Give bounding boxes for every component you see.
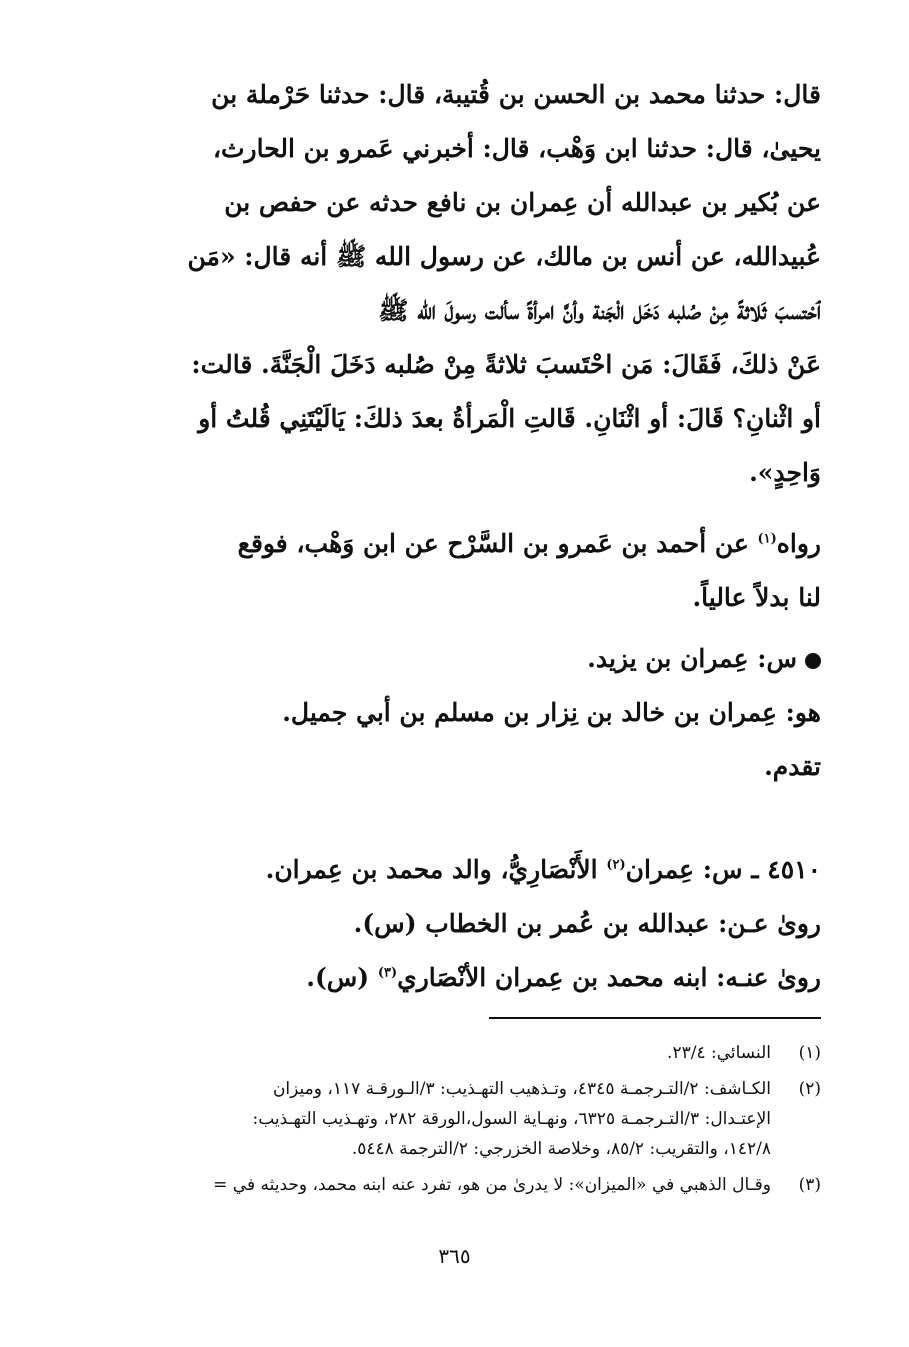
- footnote-number: (٢): [798, 1079, 821, 1099]
- hadith-paragraph: [91, 68, 821, 500]
- text-line: تقدم.: [764, 752, 821, 781]
- text-line: عَنْ ذلكَ، فَقَالَ: مَن احْتَسبَ ثلاثةً مِنْ صُلبه دَخَلَ الْجَنَّةَ. قالت:: [191, 350, 821, 379]
- narrates-from-label: روىٰ عـن:: [718, 909, 821, 938]
- footnote-marker: (١): [757, 531, 777, 547]
- footnote-1: [86, 1038, 821, 1068]
- text-line: أو اثْنانِ؟ قَالَ: أو اثْنَانِ. قَالتِ الْمَرأةُ بعدَ ذلكَ: يَالَيْتَنِي قُلتُ أو: [198, 404, 821, 433]
- footnotes: [86, 1038, 821, 1200]
- footnote-3: [86, 1170, 821, 1200]
- text-line: وَاحِدٍ».: [749, 458, 821, 487]
- page-number: ٣٦٥: [438, 1244, 471, 1268]
- narrates-from-text: عبدالله بن عُمر بن الخطاب (س).: [353, 909, 719, 938]
- text-line: هو: عِمران بن خالد بن نِزار بن مسلم بن أبي جميل.: [282, 698, 821, 727]
- narrated-by-line: [91, 951, 821, 1005]
- bullet-icon: [805, 653, 821, 669]
- narration-text: عن أحمد بن عَمرو بن السَّرْح عن ابن وَهْب، فوقع: [237, 529, 758, 558]
- entry-heading-rest: الأَنْصَارِيُّ، والد محمد بن عِمران.: [265, 855, 607, 884]
- text-line: [91, 517, 821, 571]
- footnote-number: (١): [798, 1043, 821, 1063]
- entry-heading-text: س: عِمران بن يزيد.: [587, 644, 797, 673]
- footnote-marker: (٣): [377, 965, 398, 981]
- text-line: عُبيدالله، عن أنس بن مالك، عن رسول الله ﷺ أنه قال: «مَن: [187, 242, 821, 271]
- footnote-marker: (٢): [606, 857, 626, 873]
- footnote-2: [86, 1074, 821, 1164]
- footnote-line: ١٤٢/٨، والتقريب: ٨٥/٢، وخلاصة الخزرجي: ٢/الترجمة ٥٤٤٨.: [351, 1139, 771, 1159]
- footnote-line: وقـال الذهبي في «الميزان»: لا يدرىٰ من هو، تفرد عنه ابنه محمد، وحديثه في =: [213, 1175, 771, 1195]
- short-entry: [91, 632, 821, 794]
- footnote-divider: [489, 1017, 821, 1019]
- narration-paragraph: [91, 517, 821, 625]
- footnote-number: (٣): [798, 1175, 821, 1195]
- narrated-by-suffix: (س).: [306, 963, 378, 992]
- text-line: لنا بدلاً عالياً.: [692, 583, 821, 612]
- narrated-by-text: ابنه محمد بن عِمران الأنْصَاري: [397, 963, 717, 992]
- text-line: يحيىٰ، قال: حدثنا ابن وَهْب، قال: أخبرني عَمرو بن الحارث،: [212, 134, 821, 163]
- entry-heading: [91, 843, 821, 897]
- entry-4510: [91, 843, 821, 1005]
- narration-word: رواه: [776, 529, 821, 558]
- footnote-line: الإعتـدال: ٣/التـرجمـة ٦٣٢٥، ونهـاية السول،الورقة ٢٨٢، وتهـذيب التهـذيب:: [252, 1109, 771, 1129]
- narrates-from-line: [91, 897, 821, 951]
- text-line: عن بُكير بن عبدالله أن عِمران بن نافع حدثه عن حفص بن: [224, 188, 821, 217]
- entry-heading: [91, 632, 821, 686]
- text-line: قال: حدثنا محمد بن الحسن بن قُتيبة، قال: حدثنا حَرْملة بن: [211, 80, 821, 109]
- footnote-line: النسائي: ٢٣/٤.: [667, 1043, 771, 1063]
- footnote-line: الكـاشف: ٢/التـرجمـة ٤٣٤٥، وتـذهيب التهـذيب: ٣/الـورقـة ١١٧، وميزان: [272, 1079, 771, 1099]
- entry-number-name: ٤٥١٠ ـ س: عِمران: [625, 855, 821, 884]
- narrated-by-label: روىٰ عنـه:: [716, 963, 821, 992]
- text-line: ٱحْتسبَ ثَلاثةً مِنْ صُلبه دَخَل الْجَنة وأنَّ امرأةً سألت رسولَ الله ﷺ: [378, 296, 821, 325]
